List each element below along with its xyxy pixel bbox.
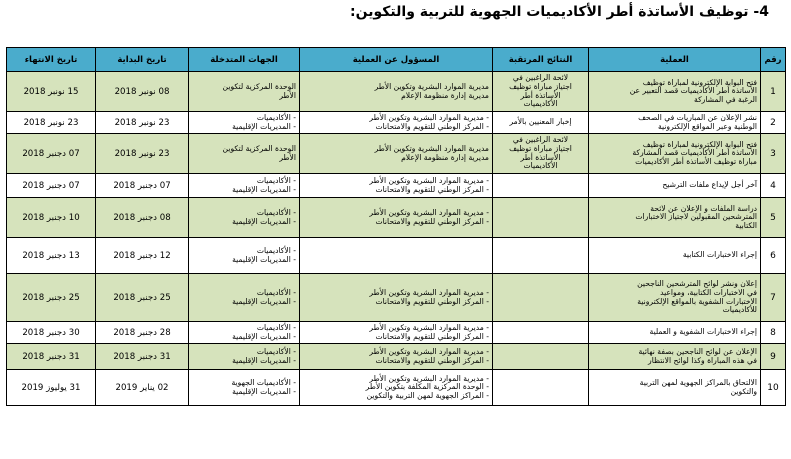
responsible-line: - المركز الوطني للتقويم والامتحانات [375,331,489,341]
operation-cell [589,370,761,406]
operation-line: والتكوين [730,386,757,396]
operation-line: فتح البوابة الإلكترونية لمباراة توظيف [642,139,757,149]
expected-results-cell [493,370,589,406]
start-date-cell: 25 دجنبر 2018 [96,274,189,322]
table-row [7,72,786,112]
responsible-line: مديرية الموارد البشرية وتكوين الأطر [374,81,489,91]
operation-line: إجراء الاختبارات الكتابية [682,250,757,260]
operation-line: مباراة توظيف الأساتذة أطر الأكاديميات [635,156,757,166]
table-row [7,370,786,406]
participants-line: الوحدة المركزية لتكوين [222,143,296,153]
responsible-cell [300,274,493,322]
operation-cell [589,238,761,274]
table-row [7,198,786,238]
operation-cell [589,134,761,174]
end-date-cell: 15 نونبر 2018 [7,72,96,112]
participants-cell [189,344,300,370]
operation-line: المترشحين المقبولين لاجتياز الاختبارات [635,212,757,222]
expected-results-cell [493,198,589,238]
row-number: 5 [761,198,786,238]
participants-line: - الأكاديميات [256,112,296,122]
responsible-line: - مديرية الموارد البشرية وتكوين الأطر [369,112,489,122]
participants-cell [189,198,300,238]
participants-cell [189,134,300,174]
participants-cell [189,174,300,198]
header-results: النتائج المرتقبة [493,48,589,72]
results-line: الأكاديميات [523,99,558,109]
responsible-line: - المركز الوطني للتقويم والامتحانات [375,355,489,365]
results-line: الأكاديميات [523,161,558,171]
end-date-cell: 07 دجنبر 2018 [7,134,96,174]
results-line: اجتياز مباراة توظيف [509,81,572,91]
participants-line: - الأكاديميات الجهوية [231,377,296,387]
participants-cell [189,72,300,112]
operation-cell [589,198,761,238]
responsible-line: - مديرية الموارد البشرية وتكوين الأطر [369,175,489,185]
results-line: إخبار المعنيين بالأمر [509,117,572,127]
responsible-cell [300,370,493,406]
expected-results-cell [493,72,589,112]
responsible-cell [300,322,493,344]
expected-results-cell [493,274,589,322]
participants-line: - المديريات الإقليمية [232,254,296,264]
responsible-line: - مديرية الموارد البشرية وتكوين الأطر [369,207,489,217]
participants-cell [189,274,300,322]
operation-line: الأساتذة أطر الأكاديميات قصد التعبير عن [629,86,757,96]
start-date-cell: 28 دجنبر 2018 [96,322,189,344]
results-line: لائحة الراغبين في [512,73,569,83]
table-row [7,134,786,174]
header-num: رقم [761,48,786,72]
end-date-cell: 31 يوليوز 2019 [7,370,96,406]
operation-line: إجراء الاختبارات الشفوية و العملية [649,327,757,337]
header-start-date: تاريخ البداية [96,48,189,72]
participants-line: الوحدة المركزية لتكوين [222,81,296,91]
row-number: 8 [761,322,786,344]
table-header-row [7,48,786,72]
operation-line: دراسة الملفات و الإعلان عن لائحة [650,203,757,213]
start-date-cell: 23 نونبر 2018 [96,112,189,134]
row-number: 2 [761,112,786,134]
responsible-line: مديرية إدارة منظومة الإعلام [401,90,489,100]
operation-line: في هذه المباراة وكذا لوائح الانتظار [648,355,757,365]
start-date-cell: 02 يناير 2019 [96,370,189,406]
end-date-cell: 10 دجنبر 2018 [7,198,96,238]
operation-cell [589,344,761,370]
responsible-cell [300,344,493,370]
row-number: 1 [761,72,786,112]
operation-line: فتح البوابة الإلكترونية لمباراة توظيف [642,77,757,87]
results-line: الأساتذة أطر [520,152,561,162]
expected-results-cell [493,238,589,274]
row-number: 9 [761,344,786,370]
responsible-cell [300,238,493,274]
end-date-cell: 25 دجنبر 2018 [7,274,96,322]
participants-line: - المديريات الإقليمية [232,216,296,226]
results-line: اجتياز مباراة توظيف [509,143,572,153]
operation-line: الوطنية وعبر المواقع الإلكترونية [657,121,757,131]
operation-cell [589,72,761,112]
operation-cell [589,174,761,198]
table-row [7,112,786,134]
expected-results-cell [493,174,589,198]
responsible-line: - المركز الوطني للتقويم والامتحانات [375,184,489,194]
start-date-cell: 31 دجنبر 2018 [96,344,189,370]
participants-cell [189,322,300,344]
responsible-line: - مديرية الموارد البشرية وتكوين الأطر [369,373,489,383]
header-participants: الجهات المتدخلة [189,48,300,72]
expected-results-cell [493,322,589,344]
end-date-cell: 07 دجنبر 2018 [7,174,96,198]
participants-line: - الأكاديميات [256,245,296,255]
responsible-line: مديرية الموارد البشرية وتكوين الأطر [374,143,489,153]
recruitment-schedule-table [6,47,786,406]
participants-line: - الأكاديميات [256,322,296,332]
responsible-cell [300,72,493,112]
operation-line: الرغبة في المشاركة [694,94,757,104]
header-operation: العملية [589,48,761,72]
operation-line: آخر أجل لإيداع ملفات الترشيح [662,180,757,190]
row-number: 3 [761,134,786,174]
table-row [7,238,786,274]
end-date-cell: 23 نونبر 2018 [7,112,96,134]
responsible-line: - المركز الوطني للتقويم والامتحانات [375,121,489,131]
participants-line: - المديريات الإقليمية [232,386,296,396]
operation-line: الأساتذة أطر الأكاديميات قصد المشاركة [632,148,757,158]
responsible-line: - المراكز الجهوية لمهن التربية والتكوين [366,390,489,400]
table-row [7,174,786,198]
table-row [7,322,786,344]
start-date-cell: 08 نونبر 2018 [96,72,189,112]
participants-line: الأطر [279,152,296,162]
operation-cell [589,322,761,344]
section-heading: 4- توظيف الأساتذة أطر الأكاديميات الجهوية للتربية والتكوين: [350,4,769,20]
participants-line: - الأكاديميات [256,346,296,356]
operation-line: للأكاديميات [722,305,757,315]
start-date-cell: 23 نونبر 2018 [96,134,189,174]
operation-line: الاختبارات الشفوية بالمواقع الإلكترونية [637,296,757,306]
participants-line: - المديريات الإقليمية [232,184,296,194]
participants-line: - المديريات الإقليمية [232,121,296,131]
operation-cell [589,274,761,322]
header-responsible: المسؤول عن العملية [300,48,493,72]
row-number: 7 [761,274,786,322]
participants-line: - المديريات الإقليمية [232,296,296,306]
participants-cell [189,370,300,406]
responsible-line: - مديرية الموارد البشرية وتكوين الأطر [369,346,489,356]
responsible-line: - مديرية الموارد البشرية وتكوين الأطر [369,287,489,297]
table-row [7,274,786,322]
responsible-cell [300,112,493,134]
row-number: 6 [761,238,786,274]
responsible-cell [300,134,493,174]
operation-line: الالتحاق بالمراكز الجهوية لمهن التربية [639,377,757,387]
start-date-cell: 12 دجنبر 2018 [96,238,189,274]
row-number: 4 [761,174,786,198]
expected-results-cell [493,344,589,370]
responsible-line: - مديرية الموارد البشرية وتكوين الأطر [369,322,489,332]
operation-line: إعلان ونشر لوائح المترشحين الناجحين [637,279,757,289]
responsible-line: - المركز الوطني للتقويم والامتحانات [375,216,489,226]
end-date-cell: 30 دجنبر 2018 [7,322,96,344]
participants-cell [189,238,300,274]
operation-line: الإعلان عن لوائح الناجحين بصفة نهائية [638,346,757,356]
responsible-line: - المركز الوطني للتقويم والامتحانات [375,296,489,306]
expected-results-cell [493,134,589,174]
participants-line: - الأكاديميات [256,175,296,185]
results-line: لائحة الراغبين في [512,135,569,145]
participants-line: - المديريات الإقليمية [232,331,296,341]
expected-results-cell [493,112,589,134]
start-date-cell: 08 دجنبر 2018 [96,198,189,238]
start-date-cell: 07 دجنبر 2018 [96,174,189,198]
responsible-cell [300,198,493,238]
table-row [7,344,786,370]
participants-line: الأطر [279,90,296,100]
operation-line: في الاختبارات الكتابية، ومواعيد [660,287,757,297]
operation-line: نشر الإعلان عن المباريات في الصحف [638,112,757,122]
operation-line: الكتابية [735,220,757,230]
participants-line: - الأكاديميات [256,207,296,217]
responsible-line: مديرية إدارة منظومة الإعلام [401,152,489,162]
participants-line: - الأكاديميات [256,287,296,297]
operation-cell [589,112,761,134]
responsible-line: - الوحدة المركزية المكلفة بتكوين الأطر [365,382,489,392]
header-end-date: تاريخ الانتهاء [7,48,96,72]
row-number: 10 [761,370,786,406]
participants-line: - المديريات الإقليمية [232,355,296,365]
end-date-cell: 31 دجنبر 2018 [7,344,96,370]
results-line: الأساتذة أطر [520,90,561,100]
end-date-cell: 13 دجنبر 2018 [7,238,96,274]
participants-cell [189,112,300,134]
responsible-cell [300,174,493,198]
